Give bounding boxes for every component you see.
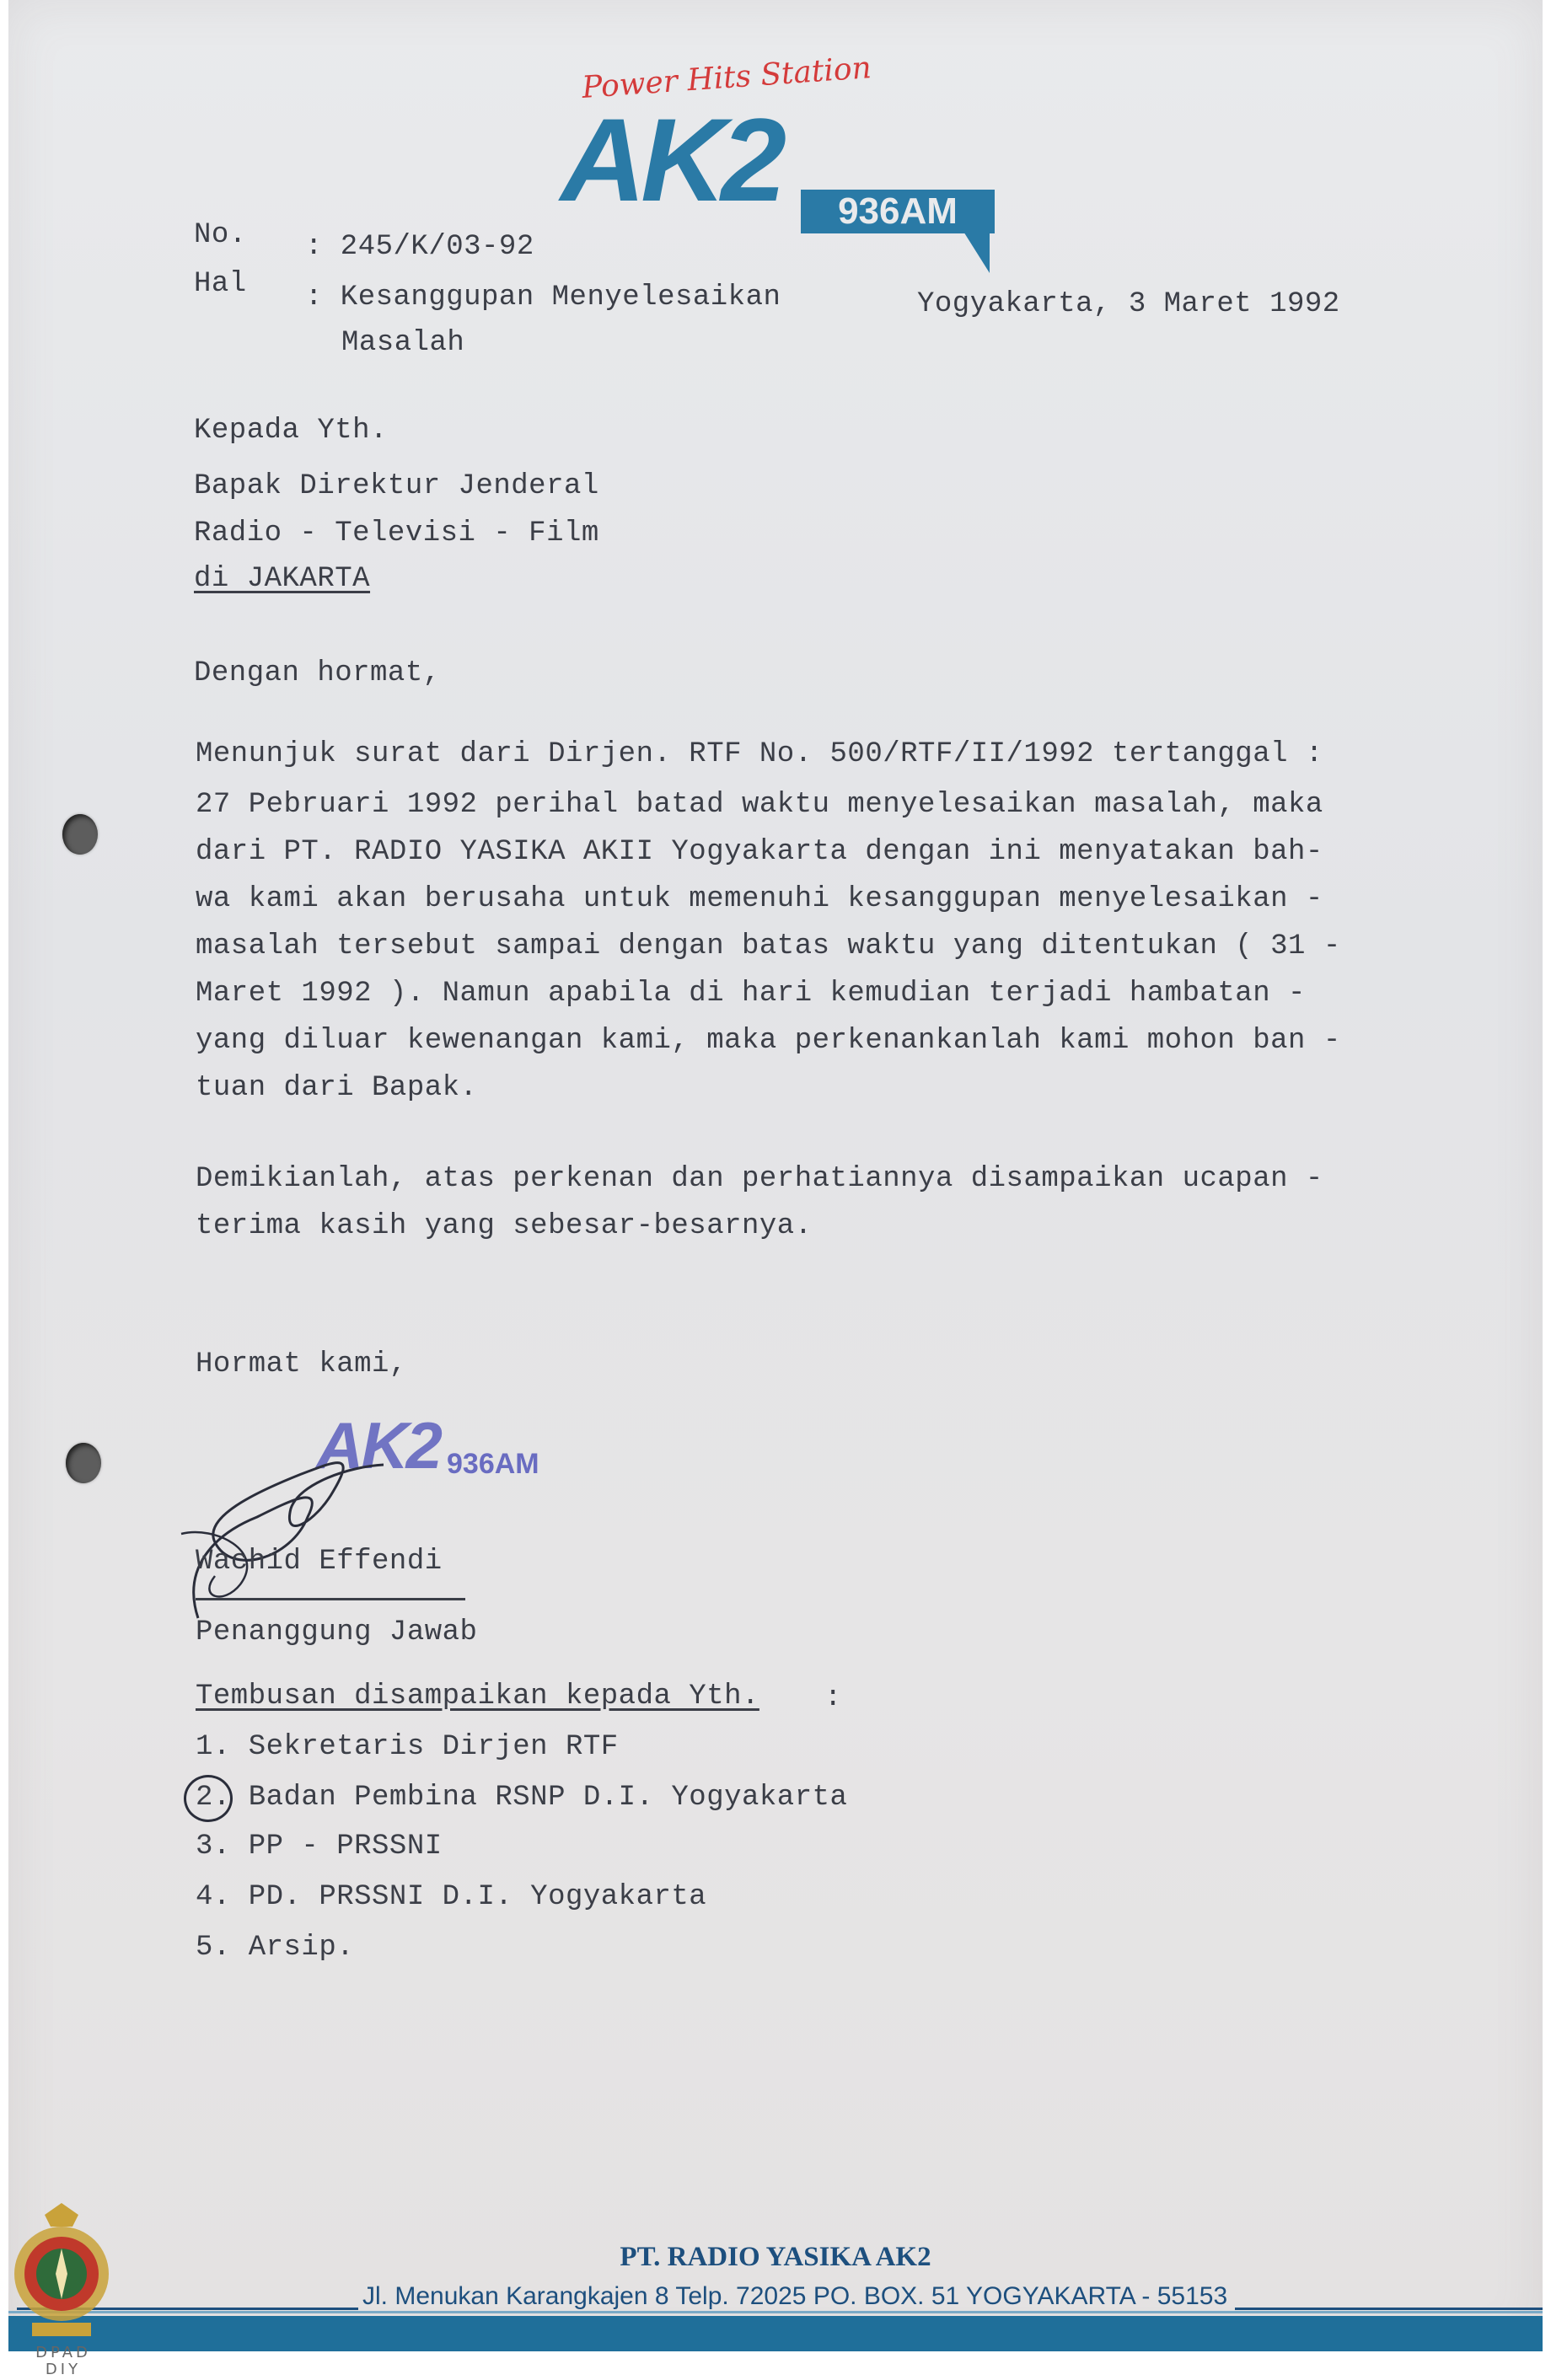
number-value: : 245/K/03-92 — [305, 231, 534, 263]
paragraph-line: tuan dari Bapak. — [196, 1072, 478, 1104]
signature — [164, 1416, 468, 1627]
footer-band — [8, 2316, 1543, 2351]
paragraph-line: wa kami akan berusaha untuk memenuhi kesanggupan menyelesaikan - — [196, 883, 1323, 915]
paragraph-line: Demikianlah, atas perkenan dan perhatiannya disampaikan ucapan - — [196, 1163, 1323, 1195]
cc-item: 2. Badan Pembina RSNP D.I. Yogyakarta — [196, 1782, 848, 1814]
punch-hole-bottom — [66, 1443, 101, 1483]
recipient-line: di JAKARTA — [194, 563, 371, 595]
cc-item: 1. Sekretaris Dirjen RTF — [196, 1731, 619, 1763]
signer-name-rule — [196, 1598, 465, 1600]
recipient-line: Radio - Televisi - Film — [194, 517, 599, 549]
footer-address: Jl. Menukan Karangkajen 8 Telp. 72025 PO. BOX. 51 YOGYAKARTA - 55153 — [362, 2282, 1228, 2310]
paragraph-line: masalah tersebut sampai dengan batas waktu yang ditentukan ( 31 - — [196, 930, 1341, 962]
footer-rule-right — [1235, 2308, 1543, 2310]
subject-label: Hal — [194, 268, 247, 300]
cc-item: 4. PD. PRSSNI D.I. Yogyakarta — [196, 1881, 707, 1913]
paragraph-line: 27 Pebruari 1992 perihal batad waktu menyelesaikan masalah, maka — [196, 789, 1323, 821]
paragraph-line: Menunjuk surat dari Dirjen. RTF No. 500/RTF/II/1992 tertanggal : — [196, 738, 1323, 770]
closing: Hormat kami, — [196, 1348, 407, 1380]
archive-mark: DPAD DIY — [35, 2344, 91, 2378]
cc-item: 3. PP - PRSSNI — [196, 1831, 443, 1863]
paragraph-line: terima kasih yang sebesar-besarnya. — [196, 1210, 813, 1242]
subject-value-line1: : Kesanggupan Menyelesaikan — [305, 281, 781, 314]
letterhead-tagline: Power Hits Station — [580, 51, 872, 105]
footer-band-line — [8, 2311, 1543, 2313]
recipient-line: Bapak Direktur Jenderal — [194, 470, 599, 502]
subject-value-line2: Masalah — [341, 327, 465, 359]
cc-item-circle-mark — [184, 1775, 233, 1822]
paragraph-line: Maret 1992 ). Namun apabila di hari kemudian terjadi hambatan - — [196, 978, 1306, 1010]
signer-name: Wachid Effendi — [196, 1546, 443, 1578]
letterhead-frequency: 936AM — [801, 190, 995, 233]
paragraph-line: yang diluar kewenangan kami, maka perkenankanlah kami mohon ban - — [196, 1025, 1341, 1057]
salutation: Dengan hormat, — [194, 657, 441, 689]
signer-title: Penanggung Jawab — [196, 1616, 478, 1648]
company-stamp-logo: AK2 — [316, 1408, 441, 1482]
punch-hole-top — [62, 814, 98, 855]
cc-heading: Tembusan disampaikan kepada Yth. — [196, 1680, 759, 1713]
recipient-line: Kepada Yth. — [194, 415, 388, 447]
place-date: Yogyakarta, 3 Maret 1992 — [917, 288, 1340, 320]
company-stamp-frequency: 936AM — [447, 1448, 539, 1480]
number-label: No. — [194, 219, 247, 251]
letterhead-logo-tail — [961, 228, 990, 273]
paragraph-line: dari PT. RADIO YASIKA AKII Yogyakarta dengan ini menyatakan bah- — [196, 836, 1323, 868]
letterhead-logo: AK2 — [561, 94, 782, 226]
dpad-seal-icon — [7, 2196, 116, 2356]
footer-company: PT. RADIO YASIKA AK2 — [620, 2242, 931, 2272]
cc-item: 5. Arsip. — [196, 1932, 355, 1964]
cc-heading-colon: : — [824, 1682, 842, 1714]
